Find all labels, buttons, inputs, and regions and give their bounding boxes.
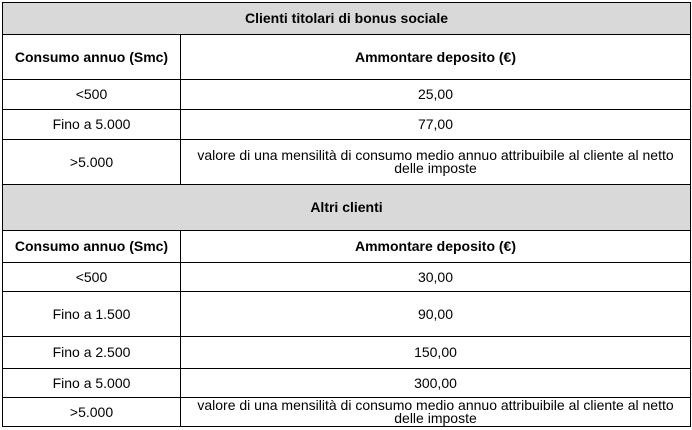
column-header-consumption: Consumo annuo (Smc): [3, 231, 181, 263]
deposit-cell: 150,00: [181, 337, 691, 369]
table-row: [3, 110, 691, 140]
table-row: [3, 337, 691, 369]
consumption-cell: Fino a 5.000: [3, 110, 181, 140]
header-row: [3, 35, 691, 80]
consumption-cell: >5.000: [3, 398, 181, 427]
consumption-cell: <500: [3, 80, 181, 110]
deposit-cell: 90,00: [181, 292, 691, 337]
deposit-cell: valore di una mensilità di consumo medio annuo attribuibile al cliente al netto delle imposte: [181, 140, 691, 185]
column-header-deposit: Ammontare deposito (€): [181, 35, 691, 80]
deposit-table: [2, 2, 691, 427]
deposit-cell: 30,00: [181, 263, 691, 292]
section-title-row: [3, 3, 691, 35]
section-title-row: [3, 185, 691, 231]
consumption-cell: Fino a 2.500: [3, 337, 181, 369]
consumption-cell: Fino a 5.000: [3, 369, 181, 398]
table-row: [3, 80, 691, 110]
column-header-consumption: Consumo annuo (Smc): [3, 35, 181, 80]
consumption-cell: Fino a 1.500: [3, 292, 181, 337]
header-row: [3, 231, 691, 263]
section-title: Altri clienti: [3, 185, 691, 231]
section-title: Clienti titolari di bonus sociale: [3, 3, 691, 35]
table-row: [3, 369, 691, 398]
deposit-cell: 300,00: [181, 369, 691, 398]
column-header-deposit: Ammontare deposito (€): [181, 231, 691, 263]
consumption-cell: <500: [3, 263, 181, 292]
consumption-cell: >5.000: [3, 140, 181, 185]
table-row: [3, 398, 691, 427]
deposit-cell: valore di una mensilità di consumo medio annuo attribuibile al cliente al netto delle imposte: [181, 398, 691, 427]
deposit-cell: 25,00: [181, 80, 691, 110]
table-row: [3, 263, 691, 292]
table-row: [3, 140, 691, 185]
table-row: [3, 292, 691, 337]
deposit-cell: 77,00: [181, 110, 691, 140]
